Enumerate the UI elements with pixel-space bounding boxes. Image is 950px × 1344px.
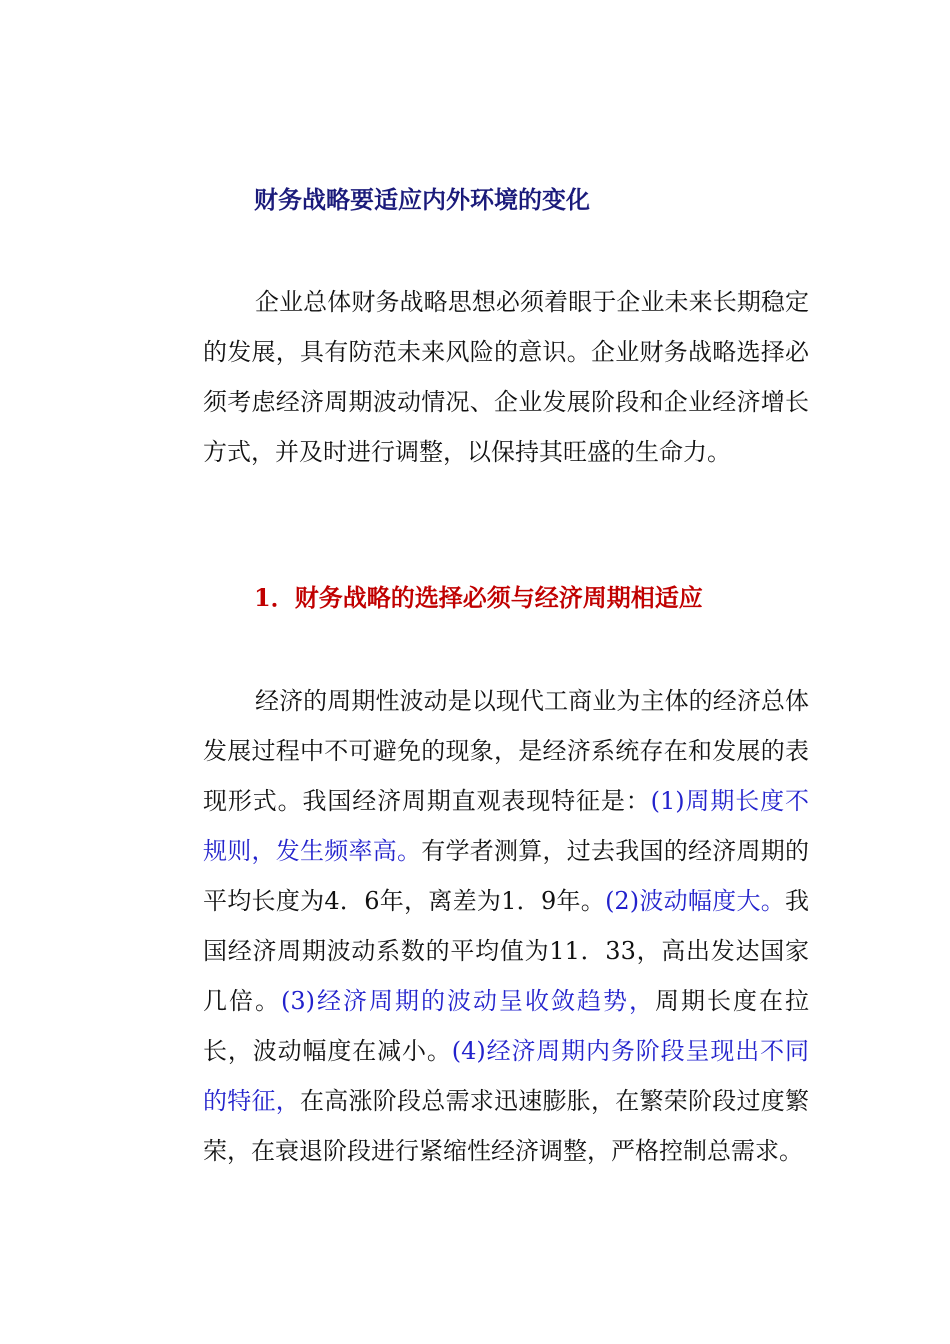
section-heading: 1．财务战略的选择必须与经济周期相适应: [254, 583, 703, 612]
feature-item-4: (4)经济周期内务阶段呈现出不同的特征，: [203, 1037, 810, 1115]
feature-item-2-text: 我国经济周期波动系数的平均值为11．33，高出发达国家几倍。: [203, 887, 809, 1015]
feature-item-3-text: 周期长度在拉长，波动幅度在减小。: [203, 987, 809, 1065]
feature-item-4-text: 在高涨阶段总需求迅速膨胀，在繁荣阶段过度繁荣，在衰退阶段进行紧缩性经济调整，严格控制总需求。: [203, 1087, 809, 1165]
intro-paragraph: 企业总体财务战略思想必须着眼于企业未来长期稳定的发展，具有防范未来风险的意识。企业财务战略选择必须考虑经济周期波动情况、企业发展阶段和企业经济增长方式，并及时进行调整，以保持其旺盛的生命力。: [203, 288, 809, 466]
feature-item-1: (1)周期长度不规则，发生频率高。: [203, 787, 810, 865]
feature-item-3: (3)经济周期的波动呈收敛趋势，: [281, 987, 655, 1015]
feature-item-1-text: 有学者测算，过去我国的经济周期的平均长度为4．6年，离差为1．9年。: [203, 837, 809, 915]
section-paragraph: [203, 676, 809, 1176]
document-title: 财务战略要适应内外环境的变化: [254, 185, 590, 214]
feature-item-2: (2)波动幅度大。: [605, 887, 785, 915]
paragraph-intro-text: 经济的周期性波动是以现代工商业为主体的经济总体发展过程中不可避免的现象，是经济系统存在和发展的表现形式。我国经济周期直观表现特征是：: [203, 687, 809, 815]
